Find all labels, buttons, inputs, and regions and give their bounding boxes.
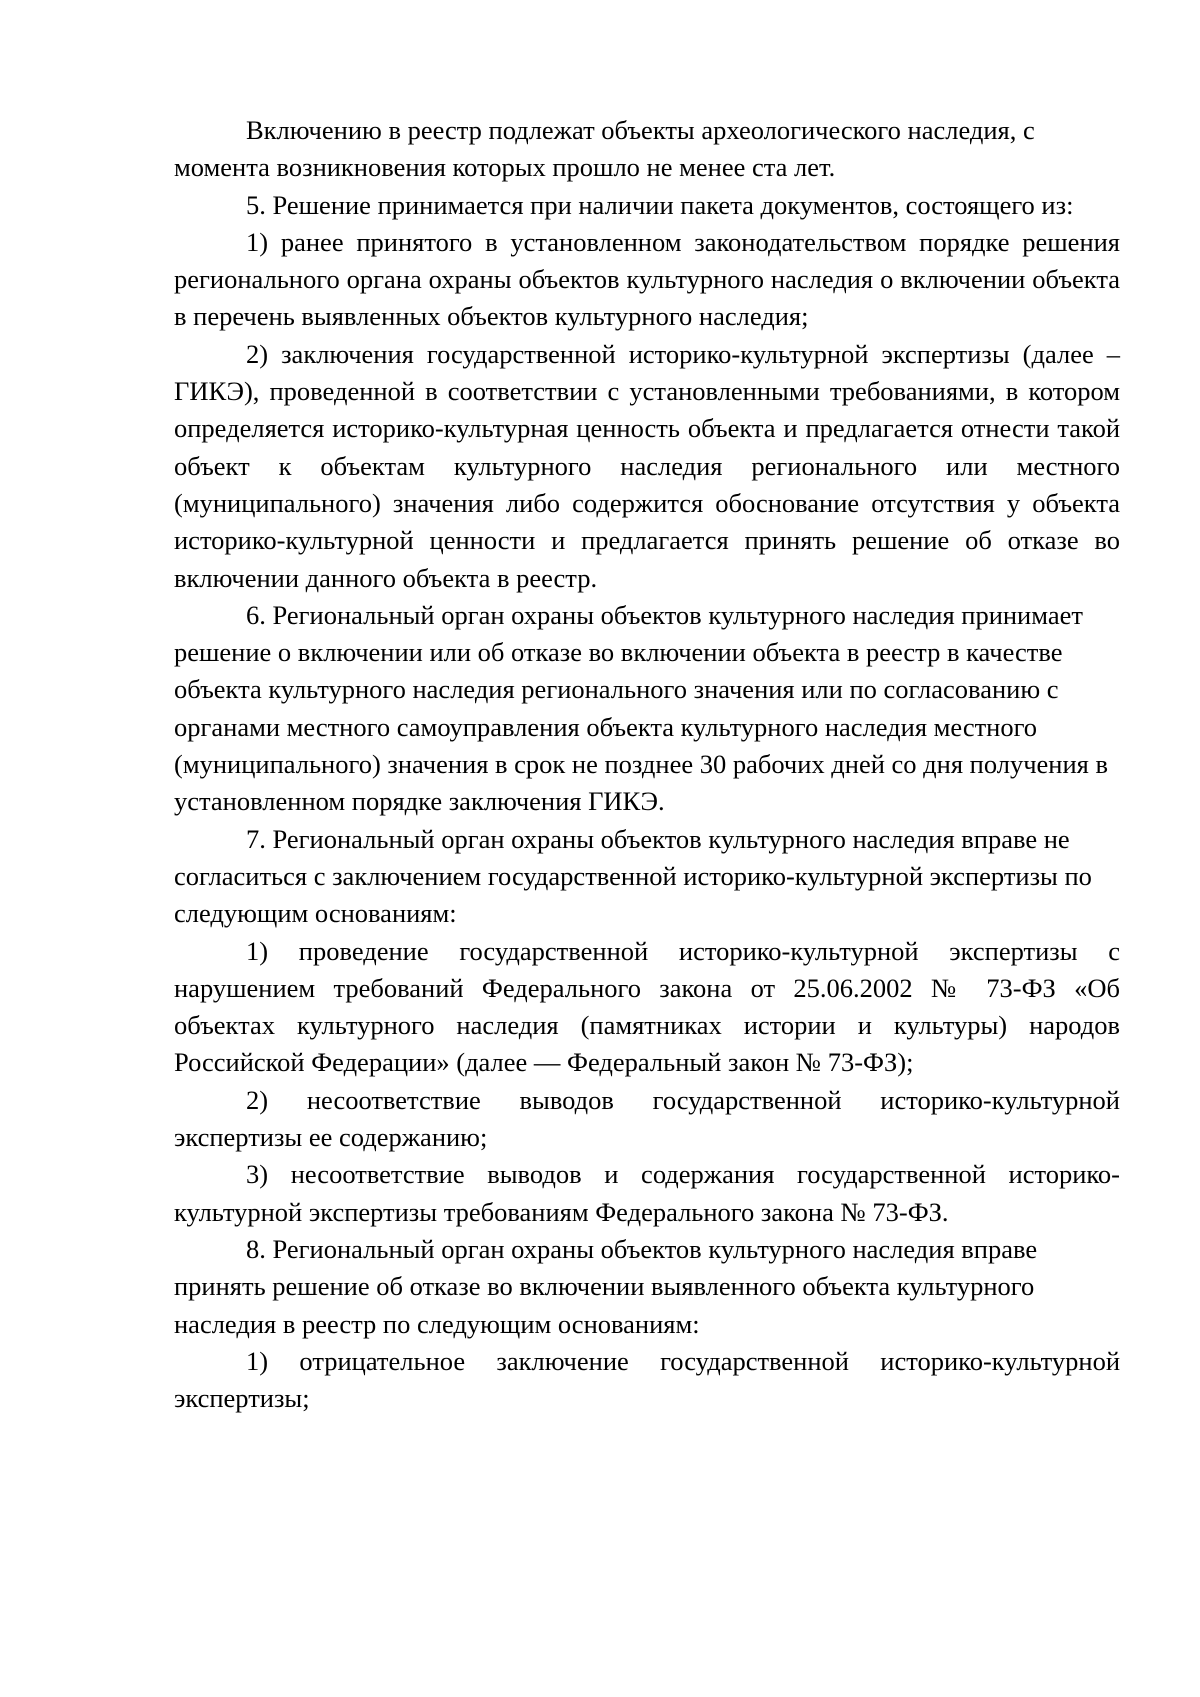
- paragraph-item-7-3: 3) несоответствие выводов и содержания государственной историко-культурной экспертизы требованиям Федерального закона № 73-ФЗ.: [174, 1159, 1120, 1227]
- paragraph-item-7: 7. Региональный орган охраны объектов культурного наследия вправе не согласиться с заключением государственной историко-культурной экспертизы по следующим основаниям:: [174, 823, 1092, 929]
- paragraph-archaeological-heritage: Включению в реестр подлежат объекты археологического наследия, с момента возникновения которых прошло не менее ста лет.: [174, 115, 1035, 183]
- paragraph-item-7-1: 1) проведение государственной историко-культурной экспертизы с нарушением требований Федерального закона от 25.06.2002 № 73-ФЗ «Об объектах культурного наследия (памятниках истории и культуры) народов Российской Федерации» (далее — Федеральный закон № 73-ФЗ);: [174, 935, 1120, 1078]
- paragraph-item-5: 5. Решение принимается при наличии пакета документов, состоящего из:: [246, 189, 1074, 220]
- paragraph-item-7-2: 2) несоответствие выводов государственной историко-культурной экспертизы ее содержанию;: [174, 1084, 1120, 1153]
- document-body: [174, 112, 1120, 1417]
- paragraph-item-5-2: 2) заключения государственной историко-культурной экспертизы (далее – ГИКЭ), проведенной в соответствии с установленными требованиями, в котором определяется историко-культурная ценность объекта и предлагается отнести такой объект к объектам культурного наследия регионального или местного (муниципального) значения либо содержится обоснование отсутствия у объекта историко-культурной ценности и предлагается принять решение об отказе во включении данного объекта в реестр.: [174, 338, 1120, 593]
- paragraph-item-8-1: 1) отрицательное заключение государственной историко-культурной экспертизы;: [174, 1345, 1120, 1414]
- paragraph-item-5-1: 1) ранее принятого в установленном законодательством порядке решения регионального органа охраны объектов культурного наследия о включении объекта в перечень выявленных объектов культурного наследия;: [174, 226, 1120, 332]
- paragraph-item-8: 8. Региональный орган охраны объектов культурного наследия вправе принять решение об отказе во включении выявленного объекта культурного наследия в реестр по следующим основаниям:: [174, 1233, 1038, 1339]
- paragraph-item-6: 6. Региональный орган охраны объектов культурного наследия принимает решение о включении или об отказе во включении объекта в реестр в качестве объекта культурного наследия регионального значения или по согласованию с органами местного самоуправления объекта культурного наследия местного (муниципального) значения в срок не позднее 30 рабочих дней со дня получения в установленном порядке заключения ГИКЭ.: [174, 599, 1108, 817]
